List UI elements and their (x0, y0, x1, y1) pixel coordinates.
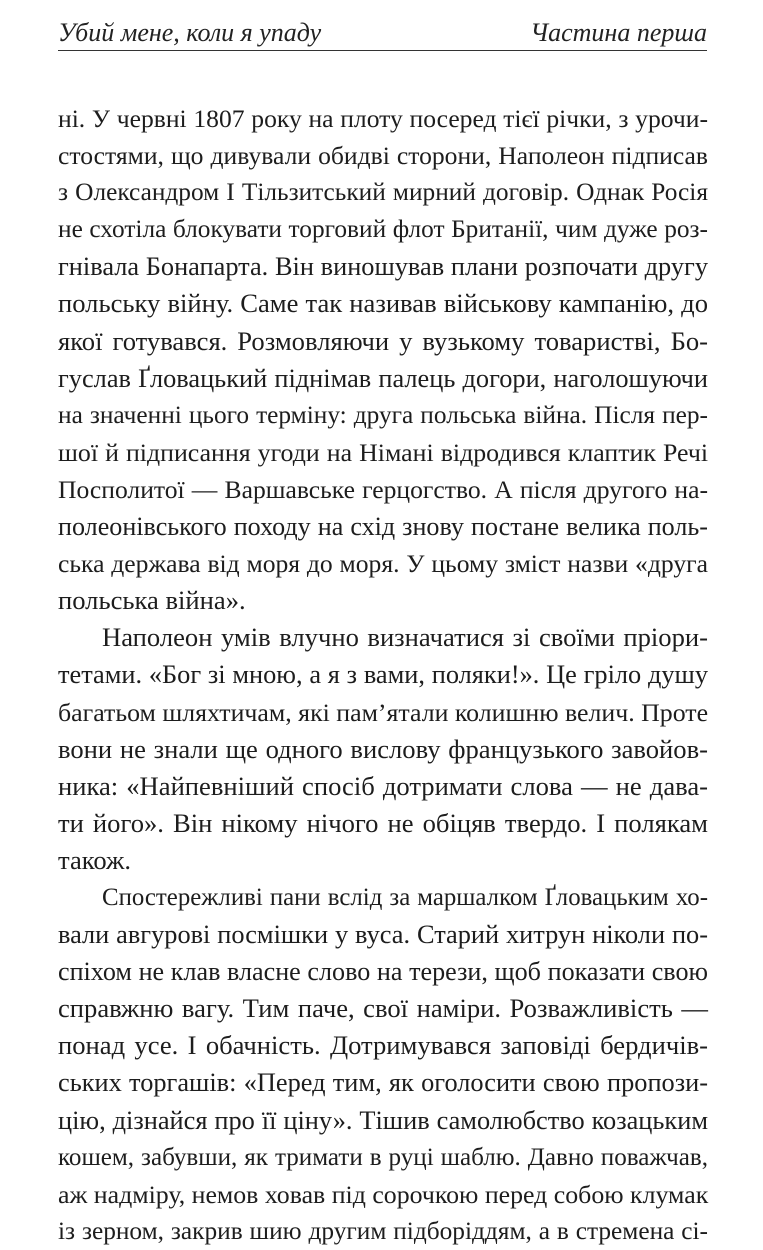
text-line: понад усе. І обачність. Дотримувався заповіді бердичів- (58, 1030, 708, 1061)
text-line: вони не знали ще одного вислову французького завойов- (58, 733, 708, 764)
text-line: Спостережливі пани вслід за маршалком Ґловацьким хо- (102, 883, 708, 911)
text-line: із зерном, закрив шию другим підборіддям, а в стремена сі- (58, 1216, 708, 1245)
text-line: вали авгурові посмішки у вуса. Старий хитрун ніколи по- (58, 920, 708, 950)
paragraph-1 (58, 100, 708, 619)
text-line: ника: «Найпевніший спосіб дотримати слова — не дава- (58, 770, 708, 801)
text-line: полеонівського походу на схід знову постане велика поль- (58, 512, 708, 542)
header-rule (58, 50, 707, 51)
text-line: не схотіла блокувати торговий флот Британії, чим дуже роз- (58, 215, 708, 244)
text-line: багатьом шляхтичам, які пам’ятали колишню велич. Проте (58, 697, 709, 727)
running-header (58, 14, 707, 48)
text-line: спіхом не клав власне слово на терези, щоб показати свою (58, 957, 708, 987)
text-line: аж надміру, немов ховав під сорочкою перед собою клумак (58, 1179, 709, 1209)
paragraph-2 (58, 619, 708, 879)
text-line: цію, дізнайся про її ціну». Тішив самолюбство козацьким (58, 1105, 708, 1135)
text-line: Посполитої — Варшавське герцогство. А після другого на- (58, 474, 708, 504)
text-line: польську війну. Саме так називав військову кампанію, до (58, 288, 708, 319)
text-line: ні. У червні 1807 року на плоту посеред тієї річки, з урочи- (58, 104, 708, 133)
text-line: Наполеон умів влучно визначатися зі своїми пріори- (102, 622, 708, 653)
text-line: на значенні цього терміну: друга польська війна. Після пер- (58, 400, 708, 429)
text-line: якої готувався. Розмовляючи у вузькому товаристві, Бо- (58, 325, 708, 356)
section-title: Частина перша (530, 18, 707, 47)
text-line: також. (58, 844, 131, 875)
body-text (58, 100, 708, 1250)
text-line: гуслав Ґловацький піднімав палець догори, наголошуючи (58, 363, 708, 393)
paragraph-3 (58, 879, 708, 1250)
text-line: з Олександром І Тільзитський мирний договір. Однак Росія (58, 178, 708, 207)
text-line: стостями, що дивували обидві сторони, Наполеон підписав (58, 141, 708, 171)
text-line: ська держава від моря до моря. У цьому зміст назви «друга (58, 549, 708, 579)
text-line: ти його». Він нікому нічого не обіцяв твердо. І полякам (58, 807, 708, 838)
text-line: ських торгашів: «Перед тим, як оголосити свою пропози- (58, 1068, 708, 1098)
text-line: польська війна». (58, 585, 246, 616)
book-title: Убий мене, коли я упаду (58, 18, 322, 47)
text-line: кошем, забувши, як тримати в руці шаблю. Давно поважчав, (58, 1143, 708, 1171)
text-line: гнівала Бонапарта. Він виношував плани розпочати другу (58, 252, 708, 282)
text-line: тетами. «Бог зі мною, а я з вами, поляки!». Це гріло душу (58, 660, 708, 690)
text-line: шої й підписання угоди на Німані відродився клаптик Речі (58, 437, 708, 467)
text-line: справжню вагу. Тим паче, свої наміри. Розважливість — (58, 993, 708, 1024)
